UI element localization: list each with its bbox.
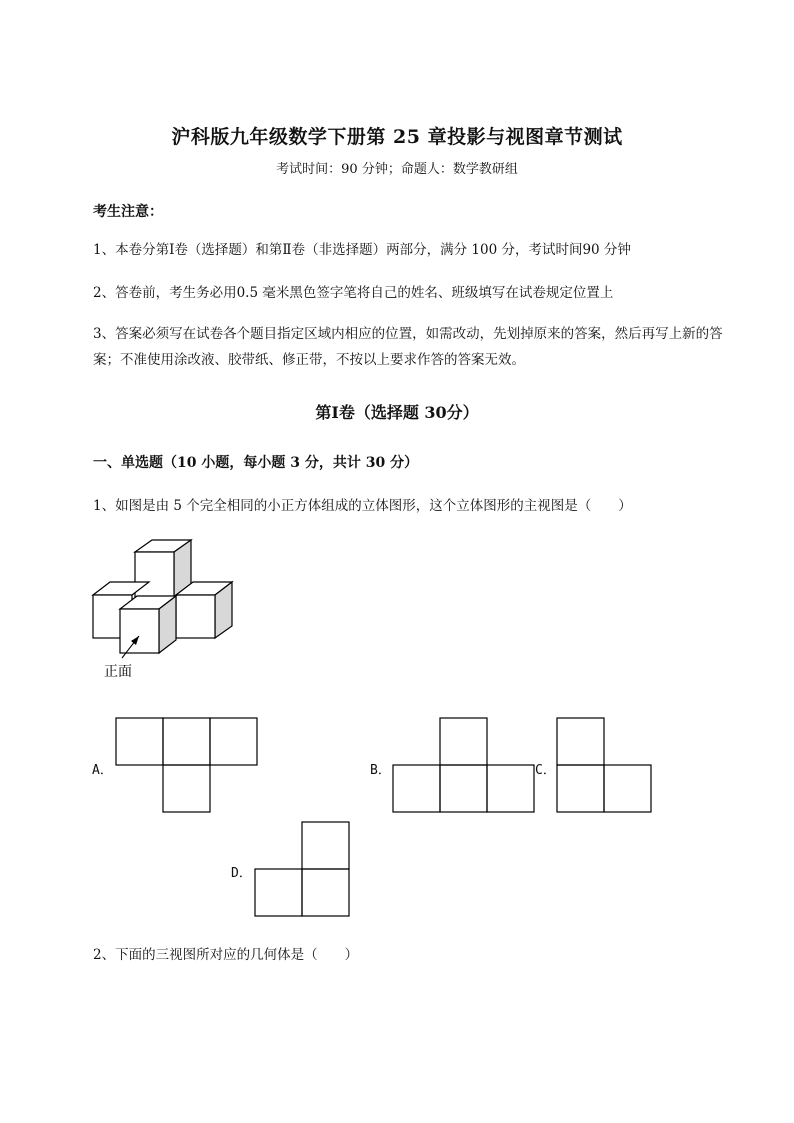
option-c-front-view[interactable]: [555, 717, 655, 815]
part-title: 一、单选题（10 小题，每小题 3 分，共计 30 分）: [93, 455, 419, 471]
question-2-text: 2、下面的三视图所对应的几何体是（ ）: [93, 947, 359, 963]
figure-caption-front: 正面: [104, 664, 132, 680]
option-b-label: B．: [370, 763, 391, 778]
option-a-label: A．: [92, 763, 113, 778]
option-d-label: D．: [231, 866, 252, 881]
page-title: 沪科版九年级数学下册第 25 章投影与视图章节测试: [171, 126, 623, 148]
notice-rule-3: 3、答案必须写在试卷各个题目指定区域内相应的位置，如需改动，先划掉原来的答案，然后再写上新的答案；不准使用涂改液、胶带纸、修正带，不按以上要求作答的答案无效。: [93, 326, 723, 368]
notice-rule-1: 1、本卷分第Ⅰ卷（选择题）和第Ⅱ卷（非选择题）两部分，满分 100 分，考试时间90 分钟: [93, 242, 631, 258]
option-a-front-view[interactable]: [114, 717, 260, 815]
option-d-front-view[interactable]: [252, 821, 352, 919]
notice-heading: 考生注意：: [93, 204, 163, 220]
option-c-label: C．: [535, 763, 556, 778]
question-1-cube-figure: [88, 535, 238, 685]
exam-info: 考试时间：90 分钟；命题人：数学教研组: [276, 162, 518, 177]
notice-rule-2: 2、答卷前，考生务必用0.5 毫米黑色签字笔将自己的姓名、班级填写在试卷规定位置上: [93, 285, 614, 301]
option-b-front-view[interactable]: [390, 717, 536, 815]
question-1-text: 1、如图是由 5 个完全相同的小正方体组成的立体图形，这个立体图形的主视图是（ ）: [93, 498, 632, 514]
section-title: 第Ⅰ卷（选择题 30分）: [315, 403, 479, 422]
